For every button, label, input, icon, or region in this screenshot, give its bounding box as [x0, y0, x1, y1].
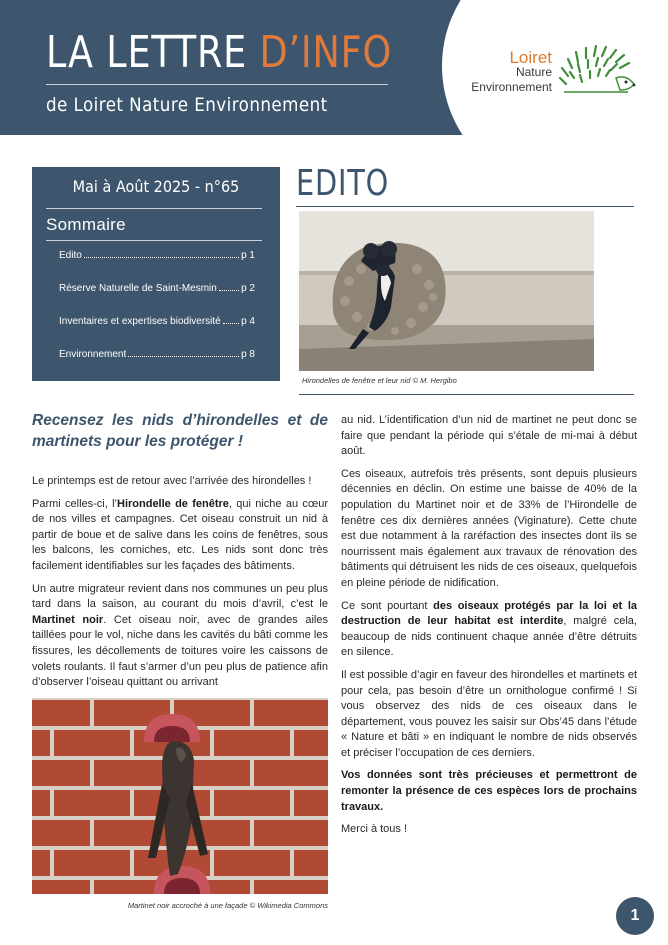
paragraph: Le printemps est de retour avec l’arrivée des hirondelles ! [32, 475, 312, 487]
paragraph: Merci à tous ! [341, 823, 408, 836]
article-title: Recensez les nids d’hirondelles et de martinets pour les protéger ! [32, 412, 328, 450]
newsletter-title: LA LETTRE D’INFO [46, 27, 393, 78]
page-number: 1 [616, 897, 654, 935]
issue-date: Mai à Août 2025 - n°65 [72, 177, 240, 196]
table-of-contents [32, 167, 280, 381]
article-column-right [341, 413, 637, 845]
hedgehog-icon [556, 44, 638, 96]
header-banner [0, 0, 668, 135]
paragraph: Ces oiseaux, autrefois très présents, sont depuis plusieurs décennies en déclin. On estime une baisse de 40% de la population du Martinet noir et de 33% de l’Hirondelle de fenêtre ces dix dernières années (Viginature). Cette chute est due notamment à la raréfaction des insectes dont ils se nourrissent mais également aux travaux de rénovation des bâtiments qui détruisent les nids de ces oiseaux, quelquefois en pleine période de nidification. [341, 467, 637, 589]
toc-item-reserve[interactable]: Réserve Naturelle de Saint-Mesmin p 2 [59, 283, 255, 294]
toc-item-edito[interactable]: Edito p 1 [59, 250, 255, 261]
swallow-nest-photo [299, 211, 594, 371]
logo-line2: Nature [515, 65, 552, 79]
photo-caption: Hirondelles de fenêtre et leur nid © M. Hergibo [302, 376, 457, 385]
section-divider [296, 206, 634, 207]
toc-item-environnement[interactable]: Environnement p 8 [59, 349, 255, 360]
paragraph: au nid. L’identification d’un nid de martinet ne peut donc se faire que pendant la période qui s’étale de mi-mai à début août. [341, 414, 637, 458]
paragraph: Vos données sont très précieuses et permettront de remonter la présence de ces espèces lors de prochains travaux. [341, 769, 637, 813]
toc-divider [46, 208, 262, 209]
header-divider [46, 84, 388, 85]
photo-caption: Martinet noir accroché à une façade © Wikimedia Commons [127, 901, 328, 910]
newsletter-subtitle: de Loiret Nature Environnement [46, 94, 328, 116]
paragraph: Il est possible d’agir en faveur des hirondelles et martinets et pour cela, pas besoin d’être un ornithologue confirmé ! Si vous observez des nids de ces oiseaux dans le département, vous pouvez les saisir sur Obs’45 dans l’étude « Nature et bâti » en indiquant le nombre de nids observés et préciser l’occupation de ces derniers. [341, 668, 637, 759]
toc-list [59, 249, 255, 381]
article-column-left [32, 474, 328, 698]
toc-title: Sommaire [46, 215, 126, 234]
common-swift-photo [32, 698, 328, 894]
logo-line3: Environnement [471, 80, 552, 94]
paragraph: Parmi celles-ci, l’Hirondelle de fenêtre, qui niche au cœur de nos villes et campagnes. Cet oiseau construit un nid à partir de boue et de salive dans les coins de fenêtres, sous les balcons, les corniches, etc. Les nids sont donc très facilement identifiables sur les façades des bâtiments. [32, 497, 329, 572]
paragraph: Ce sont pourtant des oiseaux protégés par la loi et la destruction de leur habitat est interdite, malgré cela, beaucoup de nids continuent chaque année d’être détruits en silence. [341, 599, 637, 659]
section-heading: EDITO [296, 163, 390, 204]
toc-item-inventaires[interactable]: Inventaires et expertises biodiversité p 4 [59, 316, 255, 327]
logo-line1: Loiret [509, 48, 552, 67]
logo [452, 50, 552, 95]
toc-divider [46, 240, 262, 241]
section-divider [299, 394, 634, 395]
paragraph: Un autre migrateur revient dans nos communes un peu plus tard dans la saison, au courant du mois d’avril, c’est le Martinet noir. Cet oiseau noir, avec de grandes ailes taillées pour le vol, niche dans les cavités du bâti comme les fissures, les décollements de toitures voire les caissons de volets roulants. Il faut s’armer d’un peu plus de patience afin d’observer l’oiseau quittant ou arrivant [32, 582, 328, 689]
